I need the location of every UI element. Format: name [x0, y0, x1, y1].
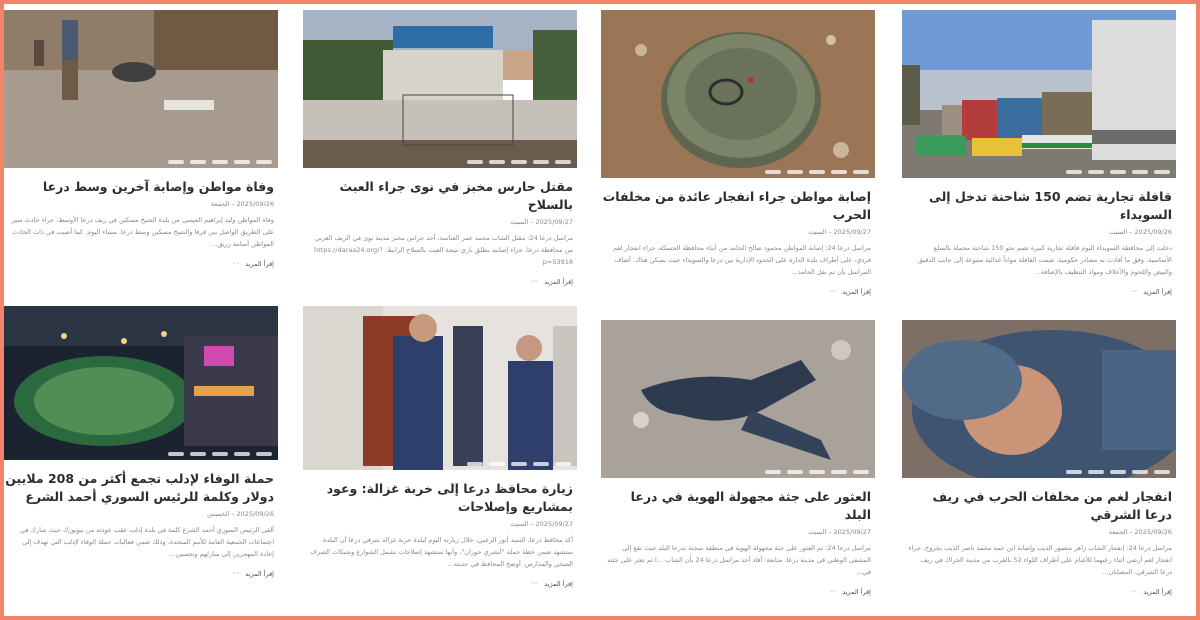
news-card[interactable] — [902, 320, 1176, 596]
arrow-icon: ⁼⁼ — [1130, 588, 1138, 596]
article-date: 2025/09/27 – السبت — [808, 228, 871, 236]
article-title[interactable]: وفاة مواطن وإصابة آخرين وسط درعا — [42, 179, 274, 194]
article-excerpt: وفاة المواطن وليد إبراهيم العيسى من بلدة الشيخ مسكين في ريف درعا الأوسط، جراء حادث سير على الطريق الواصل بين قرفا والشيخ مسكين وسط درعا. مساء اليوم. كما أصيب في ذات الحادث المواطن أسامة زريق... — [11, 216, 274, 248]
news-card[interactable] — [4, 10, 278, 268]
arrow-icon: ⁼⁼ — [829, 288, 837, 296]
read-more-label: إقرأ المزيد — [842, 288, 871, 296]
share-icons — [467, 160, 571, 164]
share-icons — [1066, 470, 1170, 474]
news-card[interactable] — [601, 320, 875, 596]
read-more-link[interactable] — [4, 570, 274, 578]
news-card[interactable] — [303, 10, 577, 286]
share-icons — [1066, 170, 1170, 174]
news-card[interactable] — [902, 10, 1176, 296]
article-excerpt: أكد محافظ درعا، السيد أنور الزعبي، خلال زيارته اليوم لبلدة خربة غزالة شرقي درعا أن البلدة ستشهد ضمن خطة حملة "أبشري حوران"، وأنها ستشهد إصلاحات تشمل الشوارع وشبكات الصرف الصحي والمدارس. أوضح المحافظ في حديثه... — [310, 536, 573, 568]
arrow-icon: ⁼⁼ — [1130, 288, 1138, 296]
article-excerpt: مراسل درعا 24: مقتل الشاب محمد عمر الغناسة، أحد حراس مخبز مدينة نوى في الريف الغربي من محافظة درعا، جراء إصابته بطلق ناري نتيجة العبث بالسلاح الرابط: https://daraa24.org/?p=53918 — [314, 234, 573, 266]
article-thumbnail[interactable] — [601, 10, 875, 178]
article-title[interactable]: قافلة تجارية تضم 150 شاحنة تدخل إلى السويداء — [928, 189, 1172, 222]
article-title[interactable]: زيارة محافظ درعا إلى خربة غزالة: وعود بمشاريع وإصلاحات — [326, 481, 573, 514]
read-more-link[interactable] — [902, 588, 1172, 596]
article-thumbnail[interactable] — [902, 320, 1176, 478]
share-icons — [765, 170, 869, 174]
article-date: 2025/09/26 – الجمعة — [210, 200, 274, 208]
read-more-label: إقرأ المزيد — [245, 570, 274, 578]
read-more-label: إقرأ المزيد — [1143, 288, 1172, 296]
read-more-label: إقرأ المزيد — [1143, 588, 1172, 596]
arrow-icon: ⁼⁼ — [829, 588, 837, 596]
arrow-icon: ⁼⁼ — [531, 580, 539, 588]
arrow-icon: ⁼⁼ — [232, 260, 240, 268]
article-thumbnail[interactable] — [303, 10, 577, 168]
article-date: 2025/09/27 – السبت — [808, 528, 871, 536]
article-date: 2025/09/27 – السبت — [510, 218, 573, 226]
article-thumbnail[interactable] — [902, 10, 1176, 178]
article-excerpt: مراسل درعا 24: إنفجار الشاب زاهر منصور الذيب وإصابة ابن عمه محمد ناصر الذيب بجروح، جراء انفجار لغم أرضي أثناء رعيهما للأغنام على أطراف اللواء 52 بالقرب من مدينة الحراك في ريف درعا الشرقي. المصابان... — [908, 544, 1172, 576]
read-more-link[interactable] — [601, 588, 871, 596]
share-icons — [168, 160, 272, 164]
read-more-link[interactable] — [902, 288, 1172, 296]
read-more-link[interactable] — [303, 278, 573, 286]
news-grid — [4, 4, 1196, 616]
article-date: 2025/09/27 – السبت — [510, 520, 573, 528]
share-icons — [765, 470, 869, 474]
article-excerpt: دخلت إلى محافظة السويداء اليوم قافلة تجارية كبيرة تضم نحو 150 شاحنة محملة بالسلع الأساسية، وفق ما أفادت به مصادر حكومية. ضمت القافلة مواداً غذائية متنوعة إلى جانب الدقيق والبيض واللحوم والأعلاف ومواد التنظيف بالإضافة... — [917, 244, 1172, 276]
article-thumbnail[interactable] — [601, 320, 875, 478]
article-excerpt: مراسل درعا 24: إصابة المواطن محمود صالح الحامد من أبناء محافظة الحسكة، جراء انفجار لغم فردي، على أطراف بلدة الدارة على الحدود الإدارية بين درعا والسويداء حيث يسكن هناك. أضاف المراسل بأن تم نقل الحامد... — [613, 244, 871, 276]
article-title[interactable]: انفجار لغم من مخلفات الحرب في ريف درعا الشرقي — [932, 489, 1172, 522]
share-icons — [467, 462, 571, 466]
read-more-link[interactable] — [303, 580, 573, 588]
arrow-icon: ⁼⁼ — [531, 278, 539, 286]
article-excerpt: ألقى الرئيس السوري أحمد الشرع كلمة في بلدة إدلب عقب عودته من نيويورك حيث شارك في اجتماعات الجمعية العامة للأمم المتحدة، وذلك ضمن فعاليات حملة الوفاء لإدلب التي تهدف إلى إعادة المهجرين إلى منازلهم وتحسين... — [20, 526, 274, 558]
article-thumbnail[interactable] — [4, 10, 278, 168]
arrow-icon: ⁼⁼ — [232, 570, 240, 578]
article-date: 2025/09/26 – الخميس — [207, 510, 274, 518]
news-card[interactable] — [4, 306, 278, 578]
read-more-label: إقرأ المزيد — [842, 588, 871, 596]
article-title[interactable]: حملة الوفاء لإدلب تجمع أكثر من 208 ملايين دولار وكلمة للرئيس السوري أحمد الشرع — [5, 471, 274, 504]
read-more-label: إقرأ المزيد — [245, 260, 274, 268]
article-title[interactable]: مقتل حارس مخبز في نوى جراء العبث بالسلاح — [339, 179, 573, 212]
article-date: 2025/09/26 – الجمعة — [1108, 528, 1172, 536]
read-more-label: إقرأ المزيد — [544, 278, 573, 286]
news-card[interactable] — [601, 10, 875, 296]
read-more-label: إقرأ المزيد — [544, 580, 573, 588]
share-icons — [168, 452, 272, 456]
news-card[interactable] — [303, 306, 577, 588]
article-thumbnail[interactable] — [303, 306, 577, 470]
article-title[interactable]: إصابة مواطن جراء انفجار عائدة من مخلفات الحرب — [602, 189, 871, 222]
article-thumbnail[interactable] — [4, 306, 278, 460]
article-title[interactable]: العثور على جثة مجهولة الهوية في درعا البلد — [630, 489, 871, 522]
article-date: 2025/09/26 – السبت — [1109, 228, 1172, 236]
article-excerpt: مراسل درعا 24: تم العثور على جثة مجهولة الهوية في منطقة سجنة بدرعا البلد حيث تقع إلى المشفى الوطني في مدينة درعا. متابعة: أفاد أحد مراسل درعا 24 بأن الشاب ...ا ثم تعثر على جثته في... — [607, 544, 871, 576]
read-more-link[interactable] — [601, 288, 871, 296]
read-more-link[interactable] — [4, 260, 274, 268]
